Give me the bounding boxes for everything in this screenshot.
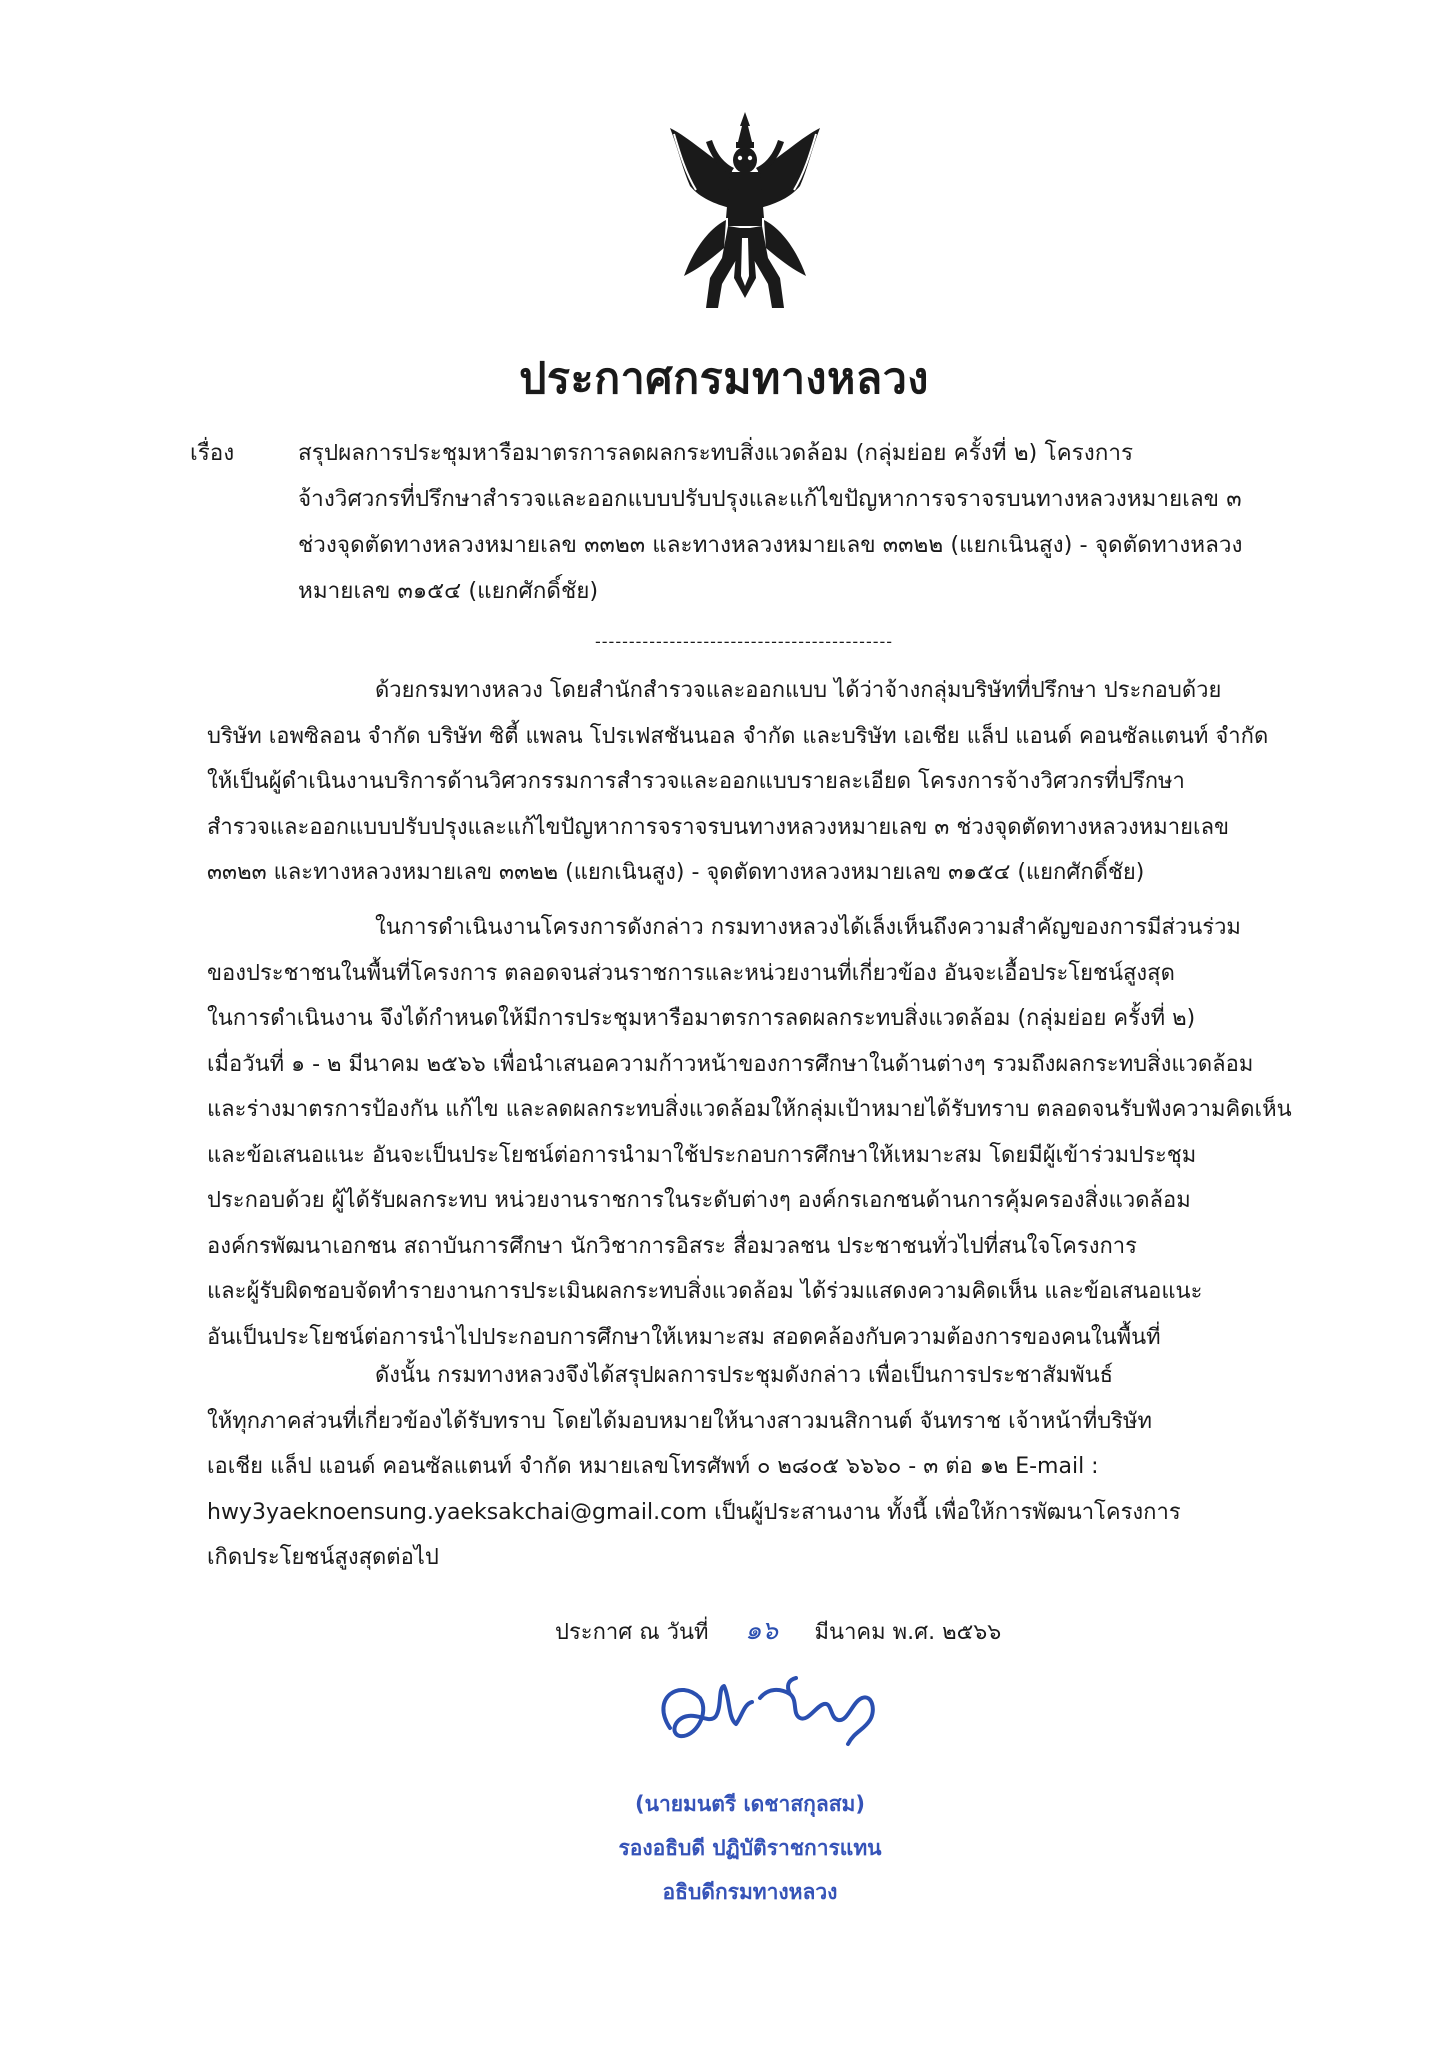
paragraph-line: ในการดำเนินงานโครงการดังกล่าว กรมทางหลวงได้เล็งเห็นถึงความสำคัญของการมีส่วนร่วม xyxy=(375,915,1241,940)
section-divider: -------------------------------------------- xyxy=(595,632,894,651)
paragraph-line: ให้ทุกภาคส่วนที่เกี่ยวข้องได้รับทราบ โดยได้มอบหมายให้นางสาวมนสิกานต์ จันทราช เจ้าหน้าที่บริษัท xyxy=(207,1408,1153,1434)
paragraph-line: ด้วยกรมทางหลวง โดยสำนักสำรวจและออกแบบ ได้ว่าจ้างกลุ่มบริษัทที่ปรึกษา ประกอบด้วย xyxy=(375,678,1222,703)
paragraph-line: องค์กรพัฒนาเอกชน สถาบันการศึกษา นักวิชาการอิสระ สื่อมวลชน ประชาชนทั่วไปที่สนใจโครงการ xyxy=(207,1233,1137,1259)
subject-label: เรื่อง xyxy=(190,440,235,466)
paragraph-line: ประกอบด้วย ผู้ได้รับผลกระทบ หน่วยงานราชการในระดับต่างๆ องค์กรเอกชนด้านการคุ้มครองสิ่งแวดล้อม xyxy=(207,1188,1191,1213)
garuda-emblem-icon xyxy=(660,108,830,318)
signer-position: รองอธิบดี ปฏิบัติราชการแทน xyxy=(618,1836,882,1860)
signer-office: อธิบดีกรมทางหลวง xyxy=(662,1880,838,1904)
signer-name: (นายมนตรี เดชาสกุลสม) xyxy=(635,1792,865,1816)
paragraph-line: สำรวจและออกแบบปรับปรุงและแก้ไขปัญหาการจราจรบนทางหลวงหมายเลข ๓ ช่วงจุดตัดทางหลวงหมายเลข xyxy=(207,814,1230,840)
paragraph-line: ดังนั้น กรมทางหลวงจึงได้สรุปผลการประชุมดังกล่าว เพื่อเป็นการประชาสัมพันธ์ xyxy=(375,1363,1114,1388)
paragraph-3 xyxy=(207,1353,1317,1581)
subject-line: ช่วงจุดตัดทางหลวงหมายเลข ๓๓๒๓ และทางหลวงหมายเลข ๓๓๒๒ (แยกเนินสูง) - จุดตัดทางหลวง xyxy=(298,532,1243,558)
paragraph-line: เมื่อวันที่ ๑ - ๒ มีนาคม ๒๕๖๖ เพื่อนำเสนอความก้าวหน้าของการศึกษาในด้านต่างๆ รวมถึงผลกระทบสิ่งแวดล้อม xyxy=(207,1051,1254,1077)
paragraph-line: ให้เป็นผู้ดำเนินงานบริการด้านวิศวกรรมการสำรวจและออกแบบรายละเอียด โครงการจ้างวิศวกรที่ปรึกษา xyxy=(207,769,1185,794)
paragraph-1 xyxy=(207,668,1317,896)
paragraph-line: ในการดำเนินงาน จึงได้กำหนดให้มีการประชุมหารือมาตรการลดผลกระทบสิ่งแวดล้อม (กลุ่มย่อย ครั้งที่ ๒) xyxy=(207,1006,1196,1031)
paragraph-line: เกิดประโยชน์สูงสุดต่อไป xyxy=(207,1545,439,1570)
date-month-year: มีนาคม พ.ศ. ๒๕๖๖ xyxy=(814,1620,1002,1645)
paragraph-line: ของประชาชนในพื้นที่โครงการ ตลอดจนส่วนราชการและหน่วยงานที่เกี่ยวข้อง อันจะเอื้อประโยชน์สูงสุด xyxy=(207,960,1175,986)
paragraph-line: อันเป็นประโยชน์ต่อการนำไปประกอบการศึกษาให้เหมาะสม สอดคล้องกับความต้องการของคนในพื้นที่ xyxy=(207,1324,1161,1350)
paragraph-line: และผู้รับผิดชอบจัดทำรายงานการประเมินผลกระทบสิ่งแวดล้อม ได้ร่วมแสดงความคิดเห็น และข้อเสนอแนะ xyxy=(207,1279,1203,1304)
paragraph-line: ๓๓๒๓ และทางหลวงหมายเลข ๓๓๒๒ (แยกเนินสูง) - จุดตัดทางหลวงหมายเลข ๓๑๕๔ (แยกศักดิ์ชัย) xyxy=(207,860,1145,885)
paragraph-line: hwy3yaeknoensung.yaeksakchai@gmail.com เป็นผู้ประสานงาน ทั้งนี้ เพื่อให้การพัฒนาโครงการ xyxy=(207,1499,1181,1525)
subject-line: จ้างวิศวกรที่ปรึกษาสำรวจและออกแบบปรับปรุงและแก้ไขปัญหาการจราจรบนทางหลวงหมายเลข ๓ xyxy=(298,486,1242,512)
subject-text xyxy=(298,430,1328,614)
paragraph-2 xyxy=(207,905,1317,1360)
paragraph-line: เอเชีย แล็ป แอนด์ คอนซัลแตนท์ จำกัด หมายเลขโทรศัพท์ ๐ ๒๘๐๕ ๖๖๖๐ - ๓ ต่อ ๑๒ E-mail : xyxy=(207,1454,1099,1479)
date-day: ๑๖ xyxy=(745,1616,779,1646)
document-title: ประกาศกรมทางหลวง xyxy=(519,354,929,404)
handwritten-signature-icon xyxy=(640,1658,900,1768)
paragraph-line: และข้อเสนอแนะ อันจะเป็นประโยชน์ต่อการนำมาใช้ประกอบการศึกษาให้เหมาะสม โดยมีผู้เข้าร่วมประชุม xyxy=(207,1142,1197,1168)
subject-line: สรุปผลการประชุมหารือมาตรการลดผลกระทบสิ่งแวดล้อม (กลุ่มย่อย ครั้งที่ ๒) โครงการ xyxy=(298,440,1134,466)
paragraph-line: และร่างมาตรการป้องกัน แก้ไข และลดผลกระทบสิ่งแวดล้อมให้กลุ่มเป้าหมายได้รับทราบ ตลอดจนรับฟังความคิดเห็น xyxy=(207,1097,1292,1122)
paragraph-line: บริษัท เอพซิลอน จำกัด บริษัท ซิตี้ แพลน โปรเฟสชันนอล จำกัด และบริษัท เอเชีย แล็ป แอนด์ คอนซัลแตนท์ จำกัด xyxy=(207,723,1269,749)
announcement-date xyxy=(555,1610,1001,1651)
subject-line: หมายเลข ๓๑๕๔ (แยกศักดิ์ชัย) xyxy=(298,578,599,604)
date-prefix: ประกาศ ณ วันที่ xyxy=(555,1620,709,1645)
